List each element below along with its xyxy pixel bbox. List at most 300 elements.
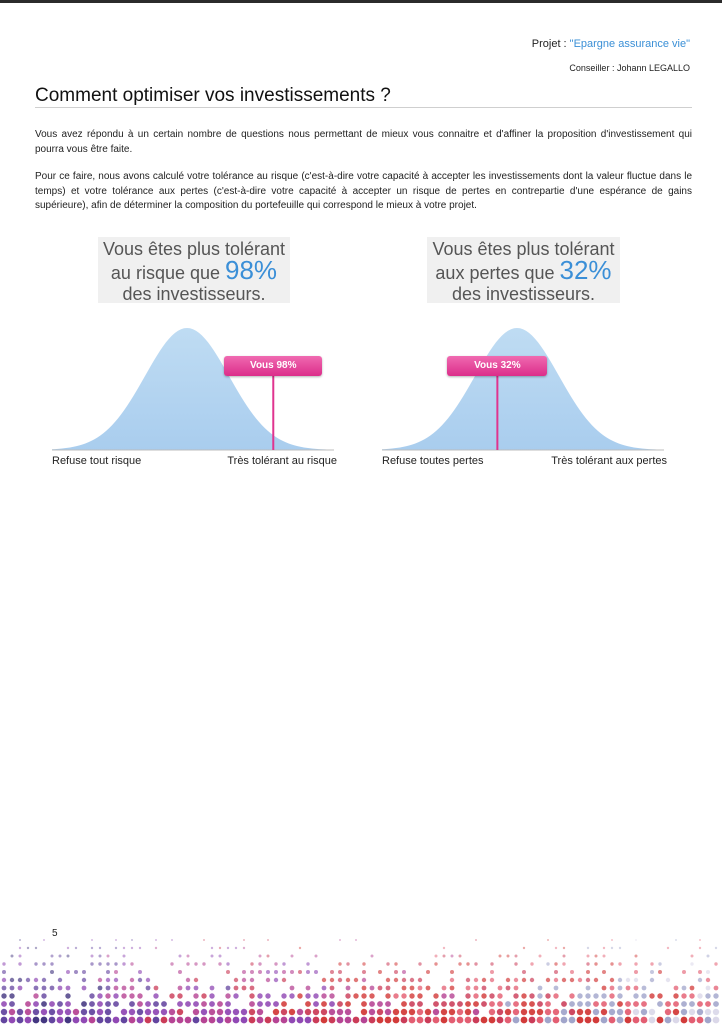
footer-dot — [233, 1009, 239, 1015]
footer-dot — [9, 1001, 15, 1007]
footer-dot — [714, 986, 719, 991]
footer-dot — [65, 1001, 71, 1007]
footer-dot — [123, 947, 125, 949]
footer-dot — [73, 1009, 79, 1015]
footer-dot — [474, 962, 477, 965]
footer-dot — [121, 1009, 127, 1015]
footer-dot — [49, 1001, 55, 1007]
footer-dot — [281, 1009, 287, 1015]
footer-dot — [178, 970, 182, 974]
footer-dot — [177, 1009, 183, 1015]
footer-dot — [713, 1017, 720, 1024]
footer-dot — [633, 993, 638, 998]
footer-dot — [674, 986, 679, 991]
top-border — [0, 0, 722, 3]
footer-dot — [226, 970, 230, 974]
footer-dot — [194, 978, 198, 982]
footer-dot — [362, 970, 366, 974]
footer-dot — [250, 986, 255, 991]
footer-dot — [225, 1017, 232, 1024]
footer-dot — [529, 1009, 535, 1015]
footer-dot — [563, 947, 565, 949]
footer-dot — [65, 1009, 71, 1015]
footer-dot — [545, 993, 550, 998]
footer-dot — [82, 986, 87, 991]
footer-dot — [665, 1009, 671, 1015]
footer-dot — [529, 1001, 535, 1007]
footer-dot — [633, 1017, 640, 1024]
footer-dot — [545, 1017, 552, 1024]
footer-dot — [466, 986, 471, 991]
footer-dot — [601, 1017, 608, 1024]
footer-dot — [507, 955, 510, 958]
footer-dot — [715, 947, 717, 949]
footer-dot — [706, 970, 710, 974]
footer-dot — [290, 986, 295, 991]
footer-dot — [82, 970, 86, 974]
footer-dot — [673, 1001, 679, 1007]
footer-dot — [417, 1001, 423, 1007]
footer-dot — [481, 1001, 487, 1007]
footer-dot — [234, 986, 239, 991]
footer-dot — [330, 978, 334, 982]
footer-dot — [50, 986, 55, 991]
footer-dot — [433, 993, 438, 998]
footer-dot — [529, 993, 534, 998]
footer-dot — [305, 1001, 311, 1007]
footer-dot — [537, 1001, 543, 1007]
footer-dot — [585, 1009, 591, 1015]
footer-dot — [442, 986, 447, 991]
footer-dot — [577, 1009, 583, 1015]
loss-distribution-curve — [382, 323, 672, 455]
footer-dot — [490, 962, 493, 965]
footer-dot — [218, 962, 221, 965]
method-paragraph: Pour ce faire, nous avons calculé votre tolérance au risque (c'est-à-dire votre capacité à accepter les investissements dont la valeur fluctue dans le temps) et votre tolérance aux pertes (c'est-à-dire votre capacité à accepter un risque de pertes en contrepartie d'une espérance de gains supérieure), afin de déterminer la composition du portefeuille qui correspond le mieux à votre projet. — [35, 171, 692, 211]
footer-dot — [243, 947, 245, 949]
footer-dot — [19, 947, 21, 949]
footer-dot — [137, 993, 142, 998]
footer-dot — [18, 962, 21, 965]
footer-dot — [89, 1017, 96, 1024]
footer-dot — [273, 1009, 279, 1015]
footer-dot — [401, 1001, 407, 1007]
footer-dot — [243, 939, 245, 941]
footer-dot — [105, 993, 110, 998]
footer-dot — [249, 1001, 255, 1007]
footer-dot — [289, 993, 294, 998]
footer-dot — [522, 978, 526, 982]
footer-dot — [649, 1017, 656, 1024]
footer-dot — [649, 993, 654, 998]
footer-dot — [386, 962, 389, 965]
footer-dot — [217, 1009, 223, 1015]
footer-dot — [339, 939, 341, 941]
footer-dot — [649, 1009, 655, 1015]
footer-dot — [194, 962, 197, 965]
footer-dot — [569, 1017, 576, 1024]
footer-dot — [338, 978, 342, 982]
footer-dot — [369, 1017, 376, 1024]
footer-dot — [203, 939, 205, 941]
footer-dot — [26, 978, 30, 982]
footer-dot — [514, 962, 517, 965]
footer-dot — [506, 978, 510, 982]
footer-dot — [241, 1009, 247, 1015]
footer-dot — [489, 1009, 495, 1015]
footer-dot — [569, 1009, 575, 1015]
footer-dot — [641, 1017, 648, 1024]
footer-dot — [641, 1009, 647, 1015]
risk-axis-left-label: Refuse tout risque — [52, 455, 142, 467]
footer-dot — [417, 1009, 423, 1015]
footer-dot — [115, 939, 117, 941]
footer-dot — [145, 1009, 151, 1015]
footer-dot — [211, 947, 213, 949]
footer-dot — [322, 978, 326, 982]
footer-dot — [259, 955, 262, 958]
footer-dot — [227, 947, 229, 949]
footer-dot — [602, 970, 606, 974]
footer-dot — [610, 986, 615, 991]
footer-dot — [475, 939, 477, 941]
footer-dot — [705, 993, 710, 998]
footer-dot — [546, 978, 550, 982]
footer-dot — [681, 993, 686, 998]
footer-dot — [131, 939, 133, 941]
footer-dot — [618, 986, 623, 991]
footer-dot — [209, 1001, 215, 1007]
footer-dot — [611, 939, 613, 941]
footer-dot — [97, 993, 102, 998]
footer-dot — [689, 1017, 696, 1024]
loss-bell-area — [382, 328, 664, 450]
footer-dot — [434, 962, 437, 965]
footer-dot — [482, 986, 487, 991]
footer-dot — [378, 970, 382, 974]
footer-dot — [249, 1017, 256, 1024]
footer-dot — [217, 1001, 223, 1007]
footer-dot — [99, 955, 102, 958]
footer-dot — [705, 1001, 711, 1007]
footer-dot — [473, 1009, 479, 1015]
footer-dot — [297, 1017, 304, 1024]
footer-dot — [489, 993, 494, 998]
footer-dot — [97, 1017, 104, 1024]
footer-dot — [291, 955, 294, 958]
page-number: 5 — [52, 928, 58, 939]
footer-dot — [409, 1017, 416, 1024]
footer-dot — [537, 993, 542, 998]
footer-dot — [593, 993, 598, 998]
footer-dot — [281, 1001, 287, 1007]
footer-dot — [194, 986, 199, 991]
footer-dot — [377, 1009, 383, 1015]
footer-dot — [515, 955, 518, 958]
footer-dot — [257, 993, 262, 998]
footer-dot — [305, 993, 310, 998]
footer-dot — [369, 1009, 375, 1015]
footer-dot — [242, 970, 246, 974]
footer-dot — [274, 962, 277, 965]
title-rule — [35, 107, 692, 108]
footer-dot — [154, 986, 159, 991]
footer-dot — [489, 1017, 496, 1024]
footer-dot — [513, 993, 518, 998]
footer-dot — [466, 978, 470, 982]
footer-dot — [705, 1009, 711, 1015]
footer-dot — [305, 1009, 311, 1015]
footer-dot — [449, 1009, 455, 1015]
footer-dot — [658, 962, 661, 965]
footer-dot — [555, 947, 557, 949]
footer-dot — [306, 986, 311, 991]
footer-dot — [114, 962, 117, 965]
footer-dot — [490, 970, 494, 974]
footer-dot — [522, 970, 526, 974]
footer-dot — [41, 993, 46, 998]
footer-dot — [554, 978, 558, 982]
footer-dot — [11, 955, 14, 958]
footer-dot — [58, 978, 62, 982]
loss-summary-prefix: aux pertes que — [435, 263, 560, 283]
risk-summary-line1: Vous êtes plus tolérant — [102, 239, 286, 259]
footer-dot — [169, 993, 174, 998]
footer-dot — [153, 1009, 159, 1015]
footer-dot — [443, 955, 446, 958]
footer-dot — [289, 1009, 295, 1015]
footer-dot — [569, 993, 574, 998]
footer-dot — [561, 1001, 567, 1007]
footer-dot — [497, 1009, 503, 1015]
footer-dot — [523, 947, 525, 949]
footer-dot — [34, 986, 39, 991]
footer-dot — [155, 947, 157, 949]
footer-dot — [74, 970, 78, 974]
footer-dot — [385, 1009, 391, 1015]
footer-dot — [185, 1001, 191, 1007]
footer-dot — [689, 1001, 695, 1007]
footer-dot — [41, 1009, 47, 1015]
footer-dot — [625, 1001, 631, 1007]
footer-dot — [321, 1017, 328, 1024]
footer-dot — [441, 1009, 447, 1015]
footer-dot — [361, 1009, 367, 1015]
footer-dot — [90, 962, 93, 965]
footer-dot — [619, 947, 621, 949]
footer-dot — [265, 993, 270, 998]
footer-dot — [713, 1009, 719, 1015]
footer-dot — [81, 1009, 87, 1015]
footer-dot — [681, 1017, 688, 1024]
footer-dot — [153, 993, 158, 998]
footer-dot — [10, 978, 14, 982]
footer-dot — [562, 962, 565, 965]
footer-dot — [385, 1017, 392, 1024]
footer-dot — [409, 993, 414, 998]
footer-dot — [113, 993, 118, 998]
footer-dot — [146, 986, 151, 991]
footer-dot — [418, 986, 423, 991]
footer-dot — [706, 986, 711, 991]
footer-dot — [42, 978, 46, 982]
footer-dot — [585, 1001, 591, 1007]
footer-dot — [170, 962, 173, 965]
footer-dot — [82, 978, 86, 982]
footer-dot — [505, 1017, 512, 1024]
footer-dot — [161, 1009, 167, 1015]
footer-dot — [426, 986, 431, 991]
footer-dot — [345, 1017, 352, 1024]
footer-dot — [609, 993, 614, 998]
footer-dot — [611, 947, 613, 949]
footer-dot — [394, 970, 398, 974]
footer-dot — [122, 986, 127, 991]
footer-dot — [657, 993, 662, 998]
footer-dot — [299, 947, 301, 949]
footer-dot — [81, 1017, 88, 1024]
footer-dot — [58, 986, 63, 991]
footer-dot — [114, 986, 119, 991]
footer-dot — [91, 947, 93, 949]
footer-dot — [617, 993, 622, 998]
footer-dot — [49, 1009, 55, 1015]
footer-dot — [267, 939, 269, 941]
footer-dot — [577, 1001, 583, 1007]
footer-dot — [322, 986, 327, 991]
footer-dot — [362, 978, 366, 982]
footer-dot — [274, 970, 278, 974]
footer-dot — [171, 939, 173, 941]
footer-dot — [249, 993, 254, 998]
footer-dot — [201, 1009, 207, 1015]
footer-dot — [361, 993, 366, 998]
footer-dot — [27, 947, 29, 949]
footer-dot — [106, 970, 110, 974]
footer-dot — [530, 962, 533, 965]
footer-dot — [267, 955, 270, 958]
footer-dot — [297, 1009, 303, 1015]
footer-dot — [42, 962, 45, 965]
footer-dot — [121, 993, 126, 998]
footer-dot — [57, 1009, 63, 1015]
footer-dot — [57, 1017, 64, 1024]
footer-dot — [617, 1017, 624, 1024]
footer-dot — [489, 1001, 495, 1007]
footer-dot — [410, 986, 415, 991]
footer-dot — [89, 1009, 95, 1015]
footer-dot — [665, 1017, 672, 1024]
footer-dot — [474, 978, 478, 982]
footer-dot — [313, 1017, 320, 1024]
footer-dot — [521, 1009, 527, 1015]
footer-dot — [689, 993, 694, 998]
footer-dot — [226, 962, 229, 965]
footer-dot — [689, 1009, 695, 1015]
footer-dot — [371, 955, 374, 958]
footer-dot — [459, 955, 462, 958]
footer-dot — [441, 1001, 447, 1007]
footer-dot — [633, 1009, 639, 1015]
footer-dot — [330, 986, 335, 991]
footer-dot — [538, 986, 543, 991]
footer-dot — [561, 1009, 567, 1015]
loss-marker-label: Vous 32% — [447, 356, 547, 376]
footer-dot — [697, 1009, 703, 1015]
footer-dot — [139, 947, 141, 949]
footer-dot — [186, 986, 191, 991]
footer-dot — [273, 1001, 279, 1007]
footer-dot — [210, 986, 215, 991]
footer-dot — [499, 955, 502, 958]
footer-dot — [593, 1001, 599, 1007]
risk-distribution-curve — [52, 323, 342, 455]
footer-dot — [235, 947, 237, 949]
footer-dot — [329, 1017, 336, 1024]
footer-dot — [113, 1001, 119, 1007]
footer-dot — [282, 970, 286, 974]
footer-dot — [362, 986, 367, 991]
footer-dot — [177, 1001, 183, 1007]
footer-dot — [562, 978, 566, 982]
footer-dot — [530, 978, 534, 982]
footer-dot — [386, 986, 391, 991]
footer-dot — [25, 1001, 31, 1007]
footer-dot — [89, 1001, 95, 1007]
footer-dot — [673, 993, 678, 998]
footer-dot — [123, 955, 126, 958]
footer-dot — [563, 955, 566, 958]
footer-dot — [393, 1009, 399, 1015]
footer-dot — [402, 970, 406, 974]
footer-dot — [346, 978, 350, 982]
footer-dot — [242, 986, 247, 991]
footer-dot — [585, 1017, 592, 1024]
footer-dot — [161, 1017, 168, 1024]
footer-dot — [490, 978, 494, 982]
loss-summary-box — [427, 237, 620, 303]
footer-dot — [450, 970, 454, 974]
footer-dot — [97, 1001, 103, 1007]
footer-dot — [435, 955, 438, 958]
footer-dot — [219, 955, 222, 958]
project-label: Projet : — [531, 38, 570, 50]
footer-dot — [457, 1001, 463, 1007]
footer-dot — [257, 1001, 263, 1007]
footer-dot — [409, 1001, 415, 1007]
footer-dot — [635, 939, 637, 941]
footer-dot — [209, 1017, 216, 1024]
footer-dot — [386, 978, 390, 982]
footer-dot — [113, 1017, 120, 1024]
footer-dot — [282, 978, 286, 982]
footer-dot — [153, 1017, 160, 1024]
footer-dot — [185, 1017, 192, 1024]
footer-dot — [514, 978, 518, 982]
footer-dot — [633, 1001, 639, 1007]
footer-dot — [225, 1009, 231, 1015]
footer-dot — [561, 1017, 568, 1024]
risk-summary-line2 — [98, 255, 290, 285]
footer-dot — [554, 970, 558, 974]
footer-dot — [33, 993, 38, 998]
footer-dot — [146, 978, 150, 982]
footer-dot — [33, 1009, 39, 1015]
footer-dot — [211, 955, 214, 958]
loss-axis-left-label: Refuse toutes pertes — [382, 455, 484, 467]
footer-dot — [625, 1017, 632, 1024]
footer-dot — [586, 970, 590, 974]
